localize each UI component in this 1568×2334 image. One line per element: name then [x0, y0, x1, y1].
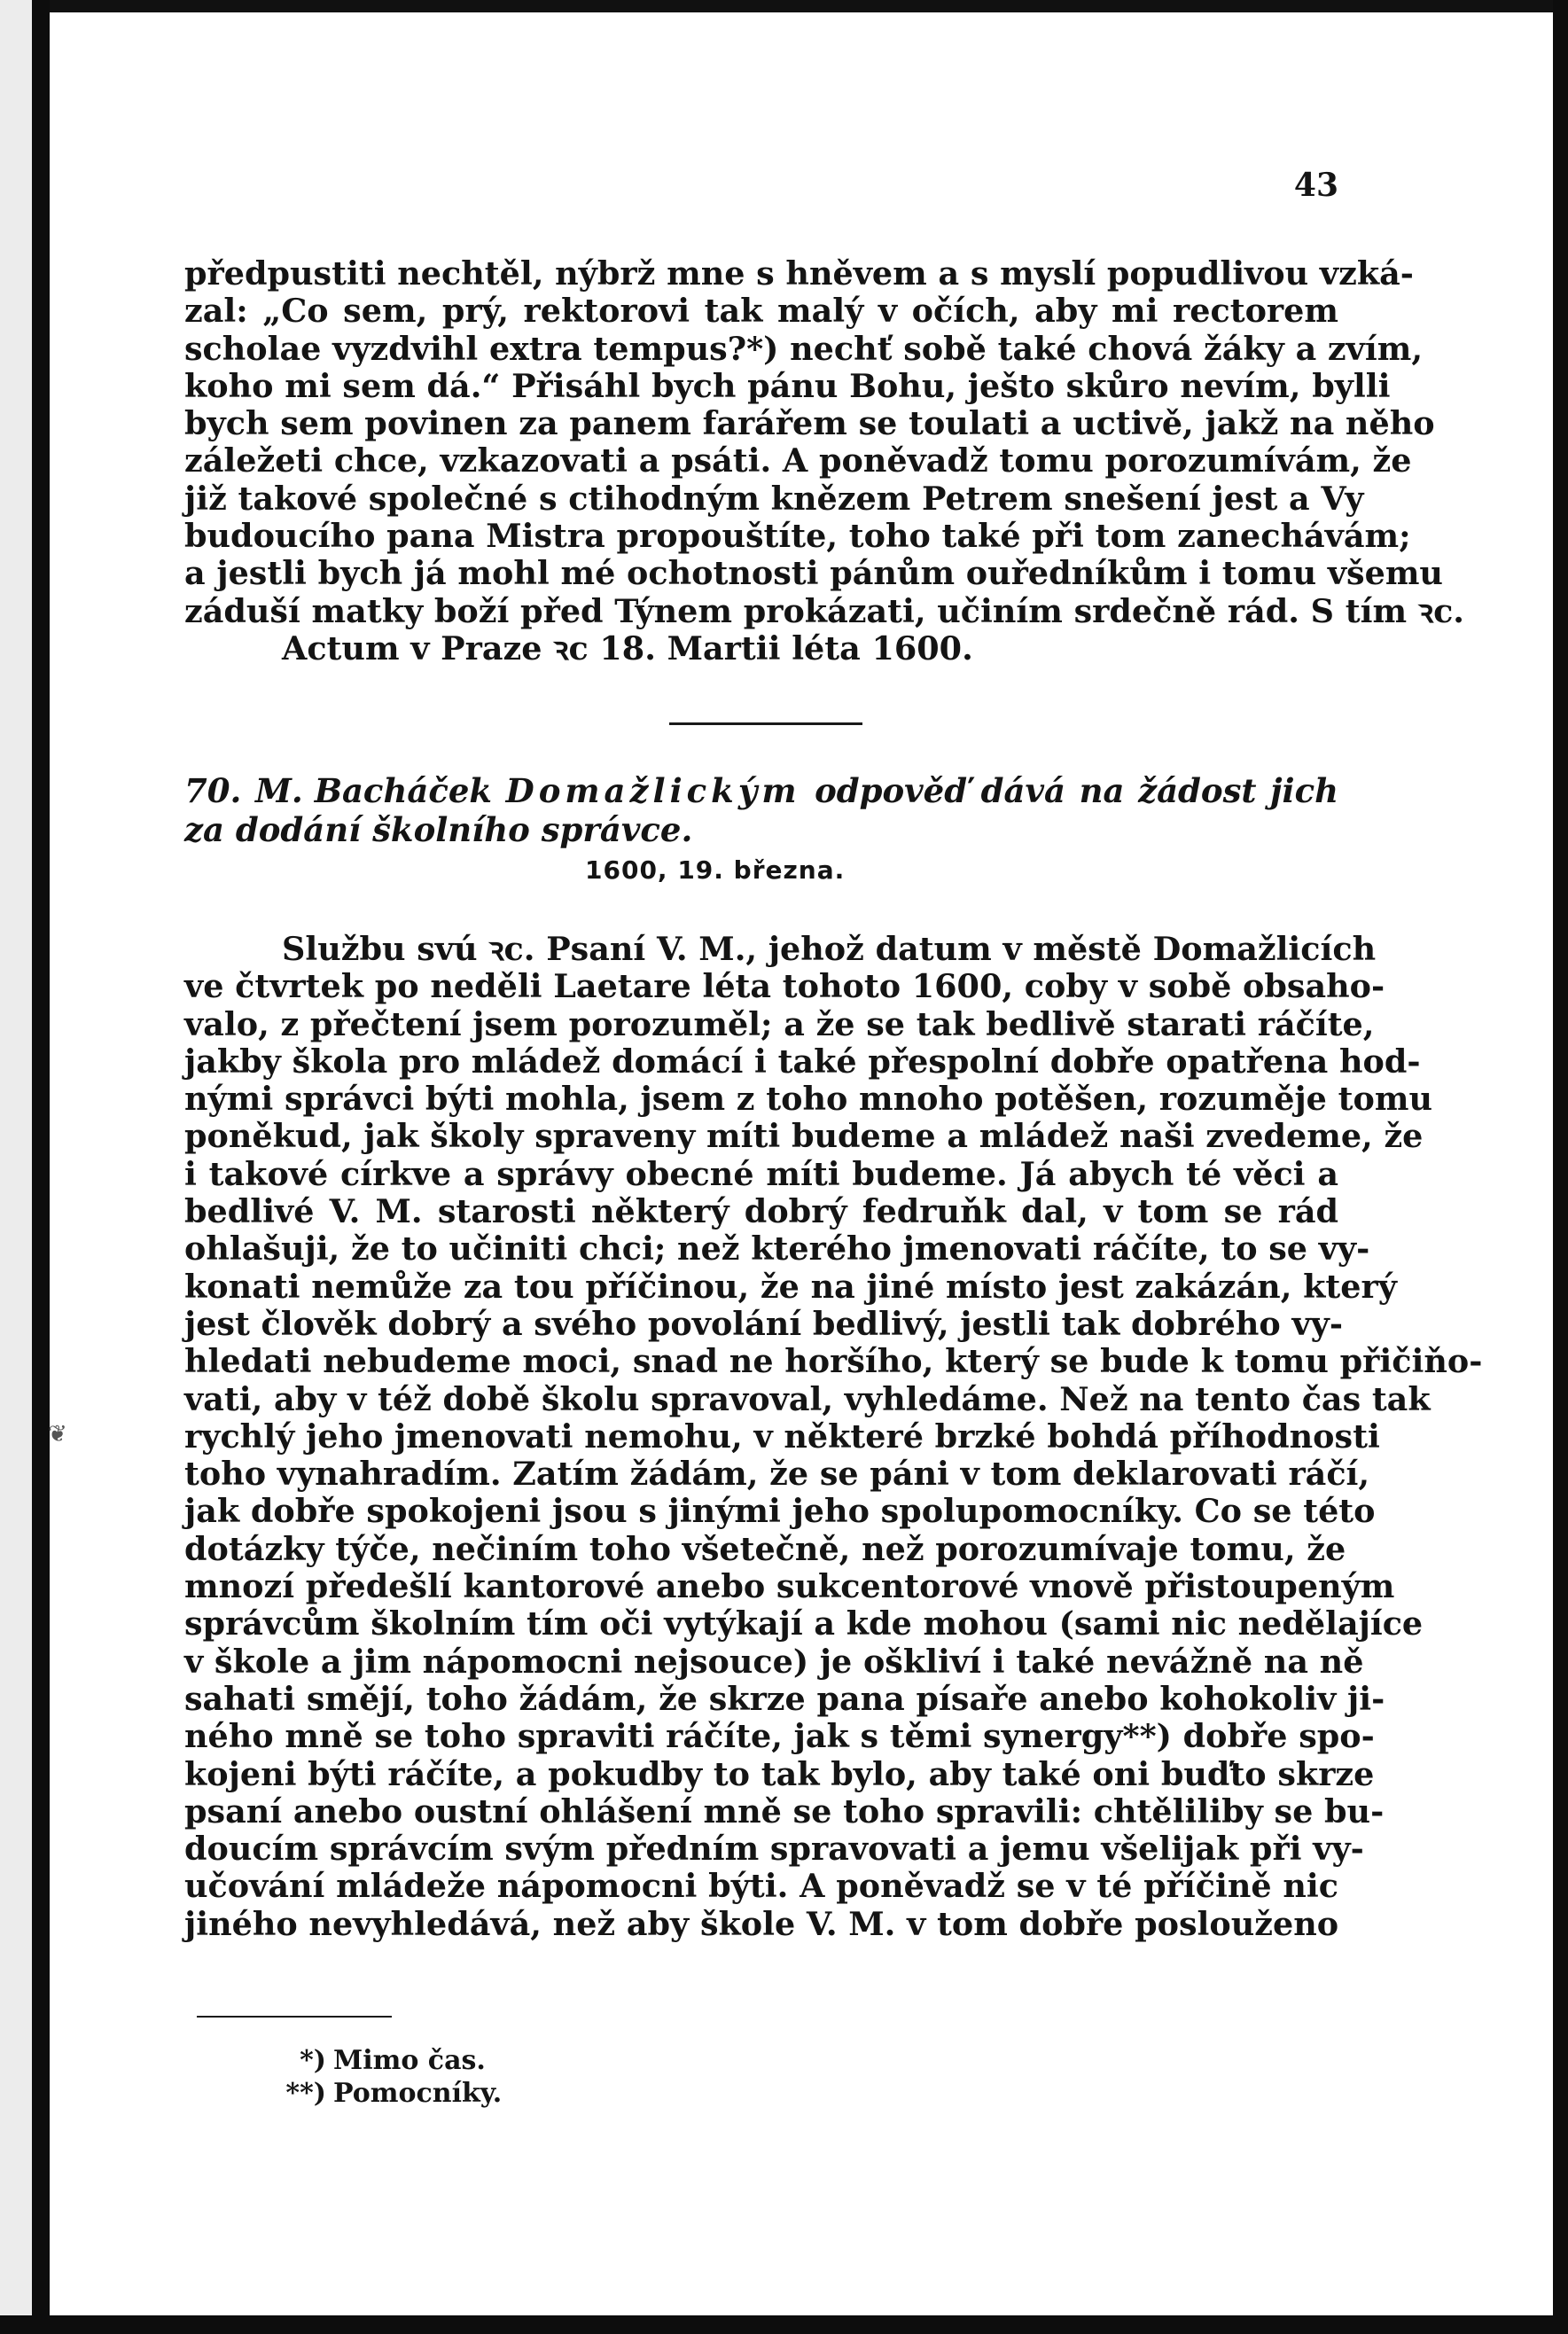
section-separator	[669, 722, 862, 725]
closing-line: Actum v Praze ꝛc 18. Martii léta 1600.	[282, 628, 973, 667]
heading-line-2: za dodání školního správce.	[184, 810, 693, 849]
text-line: kojeni býti ráčíte, a pokudby to tak bylo, aby také oni buďto skrze	[184, 1754, 1375, 1793]
text-line: mnozí předešlí kantorové anebo sukcentorové vnově přistoupeným	[184, 1567, 1395, 1606]
ink-blot-mark: ❦	[48, 1421, 67, 1448]
text-line: učování mládeže nápomocni býti. A poněvadž se v té příčině nic	[184, 1867, 1338, 1906]
scan-border-top	[0, 0, 1568, 12]
text-line: záležeti chce, vzkazovati a psáti. A poněvadž tomu porozumívám, že	[184, 441, 1412, 480]
scan-margin-left	[0, 0, 32, 2334]
letter-number: 70.	[184, 771, 242, 810]
page-number: 43	[1293, 167, 1338, 204]
heading-word: dává	[980, 771, 1065, 810]
text-line: zal: „Co sem, prý, rektorovi tak malý v očích, aby mi rectorem	[184, 292, 1338, 331]
footnote-mark: **)	[285, 2078, 326, 2109]
text-line: scholae vyzdvihl extra tempus?*) nechť sobě také chová žáky a zvím,	[184, 329, 1424, 368]
text-line: bych sem povinen za panem farářem se toulati a uctivě, jakž na něho	[184, 404, 1435, 443]
text-line: konati nemůže za tou příčinou, že na jiné místo jest zakázán, který	[184, 1267, 1397, 1306]
scan-border-left	[32, 0, 50, 2334]
text-line: bedlivé V. M. starosti některý dobrý fedruňk dal, v tom se rád	[184, 1192, 1338, 1231]
text-line: správcům školním tím oči vytýkají a kde mohou (sami nic nedělajíce	[184, 1604, 1424, 1643]
letter-paragraph-70	[184, 930, 1483, 1943]
footnote	[266, 2077, 709, 2110]
text-line: předpustiti nechtěl, nýbrž mne s hněvem a s myslí popudlivou vzká-	[184, 254, 1414, 293]
text-line: záduší matky boží před Týnem prokázati, učiním srdečně rád. S tím ꝛc.	[184, 591, 1465, 630]
text-line: Službu svú ꝛc. Psaní V. M., jehož datum v městě Domažlicích	[282, 930, 1377, 968]
text-line: poněkud, jak školy spraveny míti budeme a mládež naši zvedeme, že	[184, 1117, 1424, 1156]
letter-author: M. Bacháček	[254, 771, 493, 810]
text-line: sahati smějí, toho žádám, že skrze pana písaře anebo kohokoliv ji-	[184, 1679, 1385, 1718]
footnote-text: Pomocníky.	[333, 2078, 503, 2109]
text-line: jiného nevyhledává, než aby škole V. M. v tom dobře poslouženo	[184, 1904, 1339, 1943]
letter-addressee: Domažlickým	[505, 771, 801, 810]
text-line: ohlašuji, že to učiniti chci; než kterého jmenovati ráčíte, to se vy-	[184, 1229, 1370, 1268]
text-line: jakby škola pro mládež domácí i také přespolní dobře opatřena hod-	[184, 1042, 1421, 1081]
text-line: hledati nebudeme moci, snad ne horšího, který se bude k tomu přičiňo-	[184, 1342, 1483, 1381]
text-line: doucím správcím svým předním spravovati a jemu všelijak při vy-	[184, 1830, 1364, 1869]
heading-word: odpověď	[815, 771, 968, 810]
text-line: psaní anebo oustní ohlášení mně se toho spravili: chtěliliby se bu-	[184, 1791, 1385, 1831]
text-line: toho vynahradím. Zatím žádám, že se páni v tom deklarovati ráčí,	[184, 1455, 1370, 1494]
footnote-mark: *)	[300, 2045, 326, 2076]
text-line: a jestli bych já mohl mé ochotnosti pánům ouředníkům i tomu všemu	[184, 554, 1443, 593]
text-line: již takové společné s ctihodným knězem Petrem snešení jest a Vy	[184, 479, 1364, 518]
text-line: ného mně se toho spraviti ráčíte, jak s těmi synergy**) dobře spo-	[184, 1717, 1375, 1756]
footnotes	[266, 2044, 709, 2110]
text-line: valo, z přečtení jsem porozuměl; a že se tak bedlivě starati ráčíte,	[184, 1004, 1375, 1043]
footnote-rule	[197, 2016, 392, 2018]
letter-date: 1600, 19. března.	[585, 855, 846, 885]
text-line: ve čtvrtek po neděli Laetare léta tohoto 1600, coby v sobě obsaho-	[184, 967, 1385, 1006]
heading-word: na	[1079, 771, 1125, 810]
footnote-text: Mimo čas.	[333, 2045, 486, 2076]
text-line: rychlý jeho jmenovati nemohu, v některé brzké bohdá příhodnosti	[184, 1417, 1380, 1456]
heading-word: jich	[1270, 771, 1338, 810]
text-line: i takové církve a správy obecné míti budeme. Já abych té věci a	[184, 1154, 1338, 1193]
text-line: v škole a jim nápomocni nejsouce) je oškliví i také nevážně na ně	[184, 1642, 1364, 1681]
scan-border-bottom	[0, 2315, 1568, 2334]
text-line: vati, aby v též době školu spravoval, vyhledáme. Než na tento čas tak	[184, 1379, 1431, 1418]
text-line: dotázky týče, nečiním toho všetečně, než porozumívaje tomu, že	[184, 1529, 1346, 1568]
scan-border-right	[1553, 0, 1568, 2334]
footnote	[266, 2044, 709, 2077]
letter-paragraph-69-ending	[184, 254, 1465, 667]
heading-word: žádost	[1138, 771, 1257, 810]
text-line: jak dobře spokojeni jsou s jinými jeho spolupomocníky. Co se této	[184, 1492, 1376, 1531]
text-line: koho mi sem dá.“ Přisáhl bych pánu Bohu, ješto skůro nevím, bylli	[184, 366, 1391, 405]
letter-heading	[184, 771, 1338, 849]
text-line: budoucího pana Mistra propouštíte, toho také při tom zanechávám;	[184, 517, 1411, 556]
text-line: nými správci býti mohla, jsem z toho mnoho potěšen, rozuměje tomu	[184, 1080, 1432, 1119]
text-line: jest člověk dobrý a svého povolání bedlivý, jestli tak dobrého vy-	[184, 1304, 1344, 1343]
